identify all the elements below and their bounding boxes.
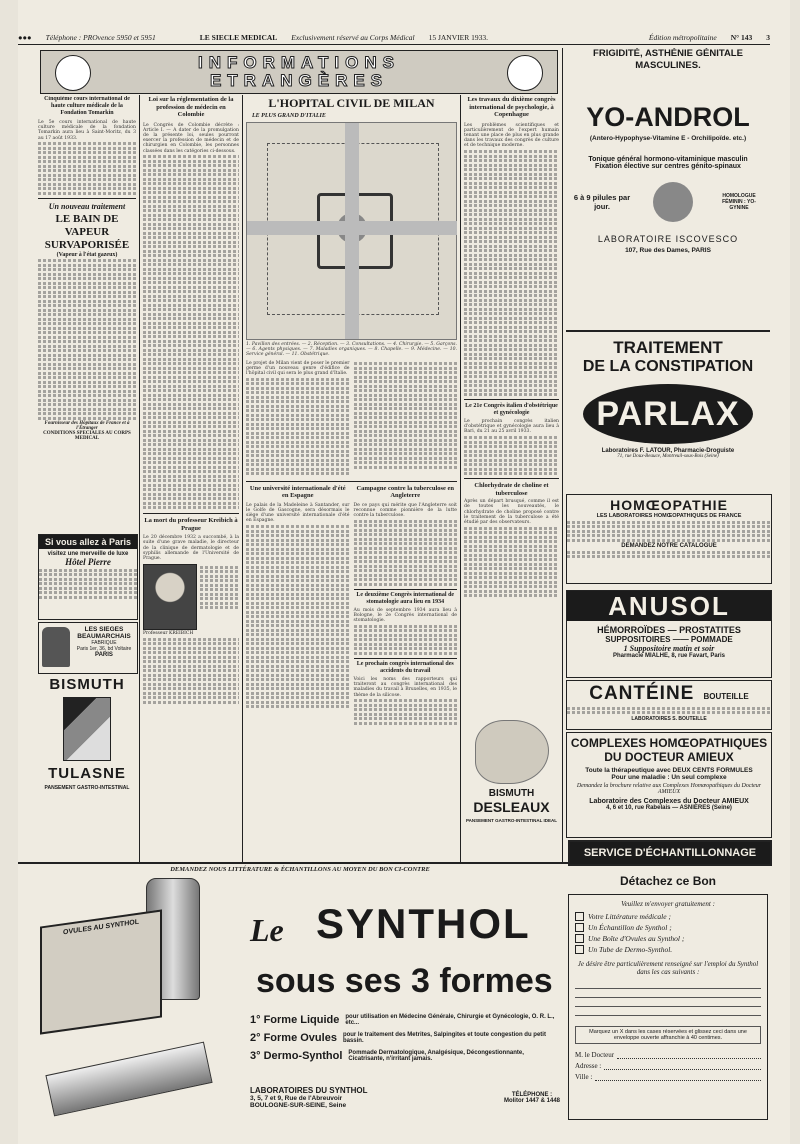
foreign-news-banner	[40, 50, 558, 94]
amieux-line7: 4, 6 et 10, rue Rabelais — ASNIÈRES (Seine)	[606, 805, 732, 811]
ovules-box-image	[40, 909, 162, 1034]
amieux-line2: DU DOCTEUR AMIEUX	[604, 750, 734, 764]
canteine-ad	[566, 680, 772, 730]
coupon-wish: Je désire être particulièrement renseigné sur l'emploi du Synthol dans les cas suivants :	[577, 960, 759, 976]
anusol-line1: HÉMORROÏDES — PROSTATITES	[597, 625, 741, 635]
parlax-lab: Laboratoires F. LATOUR, Pharmacie-Droguiste	[601, 448, 735, 454]
coupon-item-ovules: Une Boîte d'Ovules au Synthol ;	[588, 934, 685, 943]
congress-text: Le 5e cours international de haute culture médicale de la fondation Tomarkin aura lieu à Saint-Moritz, du 3 au 17 août 1933.	[38, 120, 136, 141]
form1-label: 1° Forme Liquide	[250, 1014, 340, 1026]
coupon-item-literature: Votre Littérature médicale ;	[588, 912, 671, 921]
header-issue: N° 143	[730, 32, 753, 42]
anusol-line2: SUPPOSITOIRES —— POMMADE	[605, 635, 733, 644]
synthol-lab-addr: 3, 5, 7 et 9, Rue de l'Abreuvoir	[250, 1095, 343, 1102]
canteine-sub: LABORATOIRES S. BOUTEILLE	[631, 715, 707, 722]
column-milan	[246, 96, 457, 862]
amieux-line5: Demandez la brochure relative aux Complexes Homœopathiques du Docteur AMIEUX	[576, 783, 762, 795]
field-label-city: Ville :	[575, 1073, 593, 1081]
desleaux-title: DESLEAUX	[473, 799, 550, 815]
form2-label: 2° Forme Ovules	[250, 1032, 337, 1044]
milan-text: Le projet de Milan vient de poser le premier germe d'un nouveau genre d'édifice de l'hôpital civil qui sera le plus grand d'Italie.	[246, 360, 350, 377]
colombia-title: Loi sur la réglementation de la profession de médecin en Colombie	[148, 96, 234, 118]
canteine-bouteille: BOUTEILLE	[703, 692, 749, 701]
chol-text: Après un départ brusqué, comme il est de toutes les nouveautés, le chlorhydrate de choline proposé contre le traitement de la tuberculose a été étudié par des observateurs.	[464, 499, 559, 525]
milan-subtitle: LE PLUS GRAND D'ITALIE	[252, 113, 326, 119]
kreibich-text: Le 20 décembre 1932 a succombé, à la suite d'une grave maladie, le directeur de la clinique de dermatologie et de syphilis allemande de l'Université de Prague.	[143, 535, 239, 562]
header-paper: LE SIECLE MEDICAL	[199, 32, 278, 42]
checkbox-ovules[interactable]	[575, 934, 584, 943]
paris-hotel-ad	[38, 534, 138, 620]
homeopathie-title: HOMŒOPATHIE	[610, 497, 728, 513]
paris-ad-title: Si vous allez à Paris	[39, 535, 137, 549]
summer-univ-text: Le palais de la Madeleine à Santander, sur le Golfe de Gascogne, sera désormais le siège d'une université internationale d'été en Espagne.	[246, 502, 350, 524]
kreibich-portrait	[143, 564, 197, 630]
header-page: 3	[766, 32, 770, 42]
coupon-intro: Veuillez m'envoyer gratuitement :	[621, 900, 715, 908]
hospital-plan-image	[246, 122, 457, 340]
tb-title: Campagne contre la tuberculose en Angleterre	[356, 484, 455, 500]
colombia-text: Le Congrès de Colombie décrète : Article I. — A dater de la promulgation de la présente loi, seules pourront exercer la profession de médecin et de chirurgien en Colombie, les personnes classées dans les catégories ci-dessous.	[143, 122, 239, 154]
stom-text: Au mois de septembre 1934 aura lieu à Bologne, le 2e Congrès international de stomatologie.	[353, 607, 457, 624]
anusol-ad	[566, 590, 772, 678]
synthol-lab: LABORATOIRES DU SYNTHOL	[250, 1086, 368, 1095]
checkbox-sample[interactable]	[575, 923, 584, 932]
gyn-title: Le 21e Congrès italien d'obstétrique et gynécologie	[465, 403, 558, 417]
sample-coupon	[568, 870, 768, 1132]
yo-androl-addr: 107, Rue des Dames, PARIS	[625, 247, 711, 254]
coupon-lines[interactable]	[575, 980, 761, 1020]
form2-text: pour le traitement des Metrites, Salpingites et toute congestion du petit bassin.	[342, 1032, 546, 1044]
header-date: 15 JANVIER 1933.	[428, 32, 488, 42]
form3-label: 3° Dermo-Synthol	[250, 1050, 343, 1062]
column-colombia	[143, 96, 239, 862]
synthol-logo: SYNTHOL	[316, 900, 531, 947]
amieux-line4: Pour une maladie : Un seul complexe	[611, 774, 727, 781]
banner-line1: INFORMATIONS	[197, 53, 400, 72]
steam-title: LE BAIN DE VAPEUR SURVAPORISÉE	[44, 212, 130, 251]
service-banner: SERVICE D'ÉCHANTILLONNAGE	[568, 840, 772, 866]
medicine-box-image	[63, 697, 111, 761]
bismuth2-title: BISMUTH	[488, 788, 535, 799]
ovules-box-label: OVULES AU SYNTHOL	[63, 918, 139, 937]
seats-ad	[38, 622, 138, 674]
banner-line2: ETRANGÈRES	[209, 71, 389, 90]
header-phone: Téléphone : PROvence 5950 et 5951	[45, 32, 156, 42]
seats-title: LES SIEGES BEAUMARCHAIS	[77, 626, 131, 640]
field-city[interactable]	[595, 1072, 761, 1081]
header-stars: ●●●	[18, 32, 32, 42]
milan-title: L'HOPITAL CIVIL DE MILAN	[268, 96, 435, 110]
form1-text: pour utilisation en Médecine Générale, Chirurgie et Gynécologie, O. R. L., etc...	[345, 1014, 555, 1026]
bismuth-title: BISMUTH	[49, 676, 125, 693]
page-header	[18, 30, 770, 45]
amieux-ad	[566, 732, 772, 838]
amieux-line1: COMPLEXES HOMŒOPATHIQUES	[570, 736, 768, 750]
yo-androl-homologue: HOMOLOGUE FÉMININ : YO-GYNINE	[722, 193, 756, 211]
steam-kicker: Un nouveau traitement	[48, 201, 126, 211]
steam-foot: Fournisseur des Hôpitaux de France et à l'Étranger	[44, 421, 130, 432]
desleaux-sub: PANSEMENT GASTRO-INTESTINAL IDEAL	[465, 818, 558, 823]
amieux-line3: Toute la thérapeutique avec DEUX CENTS FORMULES	[585, 767, 753, 774]
homeopathie-sub: LES LABORATOIRES HOMŒOPATHIQUES DE FRANCE	[596, 513, 742, 519]
pill-image	[653, 182, 693, 222]
parlax-logo: PARLAX	[583, 384, 753, 444]
synthol-le: Le	[250, 912, 284, 948]
milan-caption: 1. Pavillon des entrées. — 2. Réception. — 3. Consultations. — 4. Chirurgie. — 5. Garçons. — 6. Agents physiques. — 7. Maladies organiques. — 8. Chapelle. — 9. Médecine. — 10. Service général. — 11. Obstétrique.	[246, 342, 457, 358]
kreibich-title: La mort du professeur Kreibich à Prague	[144, 517, 238, 532]
tulasne-title: TULASNE	[48, 765, 126, 782]
psych-title: Les travaux du dixième congrès international de psychologie, à Copenhague	[467, 96, 556, 118]
stom-title: Le deuxième Congrès international de stomatologie aura lieu en 1934	[354, 589, 458, 606]
amieux-line6: Laboratoire des Complexes du Docteur AMIEUX	[589, 798, 749, 805]
field-doctor[interactable]	[617, 1050, 761, 1059]
stomach-image	[475, 720, 549, 784]
anusol-line3: 1 Suppositoire matin et soir	[623, 644, 715, 653]
yo-androl-text: Tonique général hormono-vitaminique masculin Fixation élective sur centres génito-spinaux	[588, 156, 748, 170]
congress-title: Cinquième cours international de haute culture médicale de la Fondation Tomarkin	[44, 96, 130, 116]
synthol-phone: Molitor 1447 & 1448	[503, 1098, 560, 1104]
work-title: Le prochain congrès international des accidents du travail	[354, 658, 458, 675]
yo-androl-ad	[566, 48, 770, 344]
parlax-ad	[566, 330, 770, 492]
bottom-banner: DEMANDEZ NOUS LITTÉRATURE & ÉCHANTILLONS AU MOYEN DU BON CI-CONTRE	[170, 866, 430, 873]
dermo-tube-image	[45, 1042, 212, 1117]
coupon-item-sample: Un Échantillon de Synthol ;	[588, 923, 672, 932]
yo-androl-logo: YO-ANDROL	[586, 102, 750, 132]
gyn-text: Le prochain congrès italien d'obstétrique et gynécologie aura lieu à Bari, du 21 au 25 avril 1933.	[464, 419, 559, 435]
homeopathie-ad	[566, 494, 772, 584]
homeopathie-cat: DEMANDEZ NOTRE CATALOGUE	[621, 543, 717, 549]
checkbox-literature[interactable]	[575, 912, 584, 921]
paris-ad-sub: visitez une merveille de luxe	[47, 551, 129, 557]
desleaux-ad	[464, 720, 559, 860]
frigidity-title: FRIGIDITÉ, ASTHÉNIE GÉNITALE MASCULINES.	[593, 48, 743, 71]
synthol-forms: sous ses 3 formes	[256, 962, 553, 1000]
synthol-phone-label: TÉLÉPHONE :	[511, 1092, 553, 1098]
synthol-ad	[36, 878, 562, 1132]
psych-text: Les problèmes scientifiques et particulièrement de l'expert humain tenant une place de plus en plus grande dans les travaux des congrès de culture et de technique moderne.	[464, 122, 559, 149]
constipation-line2: DE LA CONSTIPATION	[582, 358, 754, 375]
anusol-logo: ANUSOL	[567, 591, 771, 621]
seats-sub: FABRIQUE	[91, 640, 117, 646]
field-label-address: Adresse :	[575, 1062, 602, 1070]
header-exclusive: Exclusivement réservé au Corps Médical	[291, 32, 415, 42]
coupon-note: Marquez un X dans les cases réservées et glissez ceci dans une enveloppe ouverte affranchie à 40 centimes.	[575, 1026, 761, 1044]
kreibich-caption: Professeur KREIBICH	[143, 631, 194, 637]
constipation-line1: TRAITEMENT	[613, 338, 723, 357]
steam-foot2: CONDITIONS SPECIALES AU CORPS MEDICAL	[43, 431, 131, 442]
canteine-logo: CANTÉINE	[589, 683, 695, 704]
yo-androl-sub: (Antero-Hypophyse-Vitamine E - Orchilipoïde. etc.)	[589, 135, 747, 142]
field-address[interactable]	[604, 1061, 761, 1070]
bismuth-tulasne-ad	[38, 676, 136, 814]
summer-univ-title: Une université internationale d'été en Espagne	[249, 484, 346, 500]
yo-androl-dose: 6 à 9 pilules par jour.	[573, 193, 631, 211]
work-text: Voici les noms des rapporteurs qui traiteront au congrès international des maladies du travail à Bruxelles, en 1935, le thème de la silicose.	[353, 676, 457, 698]
field-label-doctor: M. le Docteur	[575, 1051, 615, 1059]
yo-androl-lab: LABORATOIRE ISCOVESCO	[597, 234, 739, 244]
chol-title: Chlorhydrate de choline et tuberculose	[474, 482, 549, 497]
tb-text: De ce pays qui mérite que l'Angleterre soit reconnue comme pionnière de la lutte contre la tuberculose.	[353, 502, 457, 519]
header-edition: Édition métropolitaine	[648, 32, 717, 42]
tulasne-sub: PANSEMENT GASTRO-INTESTINAL	[44, 785, 130, 791]
steam-sub: (Vapeur à l'état gazeux)	[56, 251, 118, 258]
seats-city: PARIS	[95, 652, 113, 658]
parlax-addr: 71, rue Doux-Beauce, Montreuil-sous-Bois (Seine)	[617, 454, 719, 459]
synthol-lab-city: BOULOGNE-SUR-SEINE, Seine	[250, 1102, 347, 1109]
seats-addr: Paris 1er, 36, bd Voltaire	[76, 646, 132, 652]
coupon-item-dermo: Un Tube de Dermo-Synthol.	[588, 945, 673, 954]
anusol-line4: Pharmacie MIALHE, 8, rue Favart, Paris	[612, 653, 726, 659]
checkbox-dermo[interactable]	[575, 945, 584, 954]
form3-text: Pommade Dermatologique, Analgésique, Décongestionnante, Cicatrisante, n'irritant jamais.	[348, 1050, 524, 1062]
detach-label: Détachez ce Bon	[619, 874, 717, 888]
paris-ad-hotel: Hôtel Pierre	[65, 557, 111, 567]
armchair-image	[42, 627, 70, 667]
